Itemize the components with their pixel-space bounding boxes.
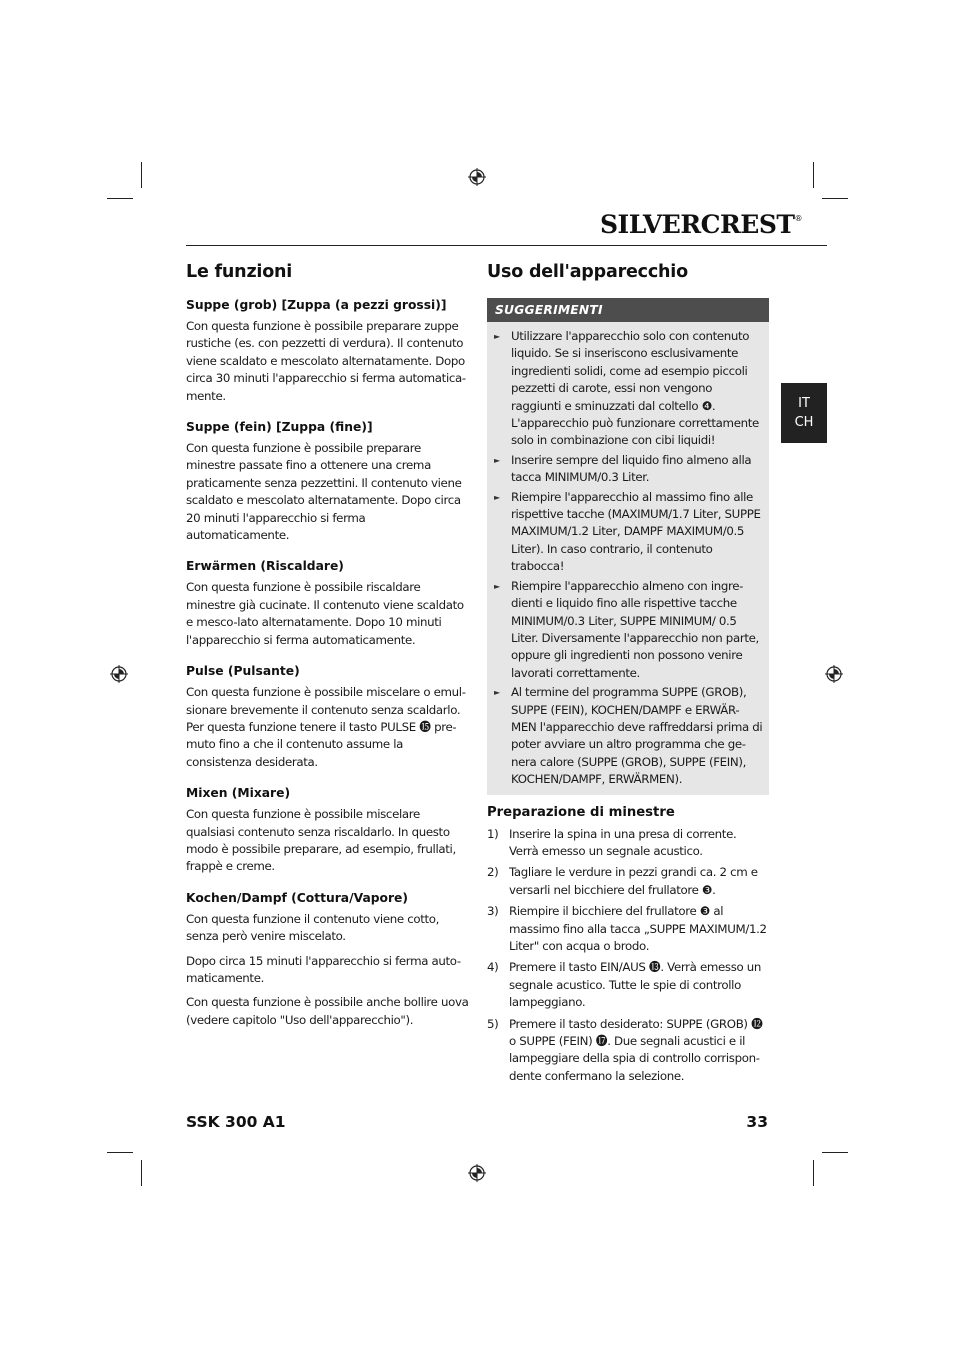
crop-mark — [107, 198, 133, 199]
header-rule — [186, 245, 827, 246]
step-number: 2) — [487, 865, 499, 880]
registration-mark-icon — [825, 665, 843, 683]
brand-logo — [600, 210, 802, 239]
bullet-arrow-icon: ► — [494, 455, 500, 465]
crop-mark — [822, 198, 848, 199]
tip-text: Al termine del programma SUPPE (GROB), SUPPE (FEIN), KOCHEN/DAMPF e ERWÄR-MEN l'apparecchio deve raffreddarsi prima di poter avviare un altro programma che ge-nera calore (SUPPE (GROB), SUPPE (FEIN), KOCHEN/DAMPF, ERWÄRMEN). — [511, 685, 763, 787]
tip-item — [494, 328, 763, 450]
registration-mark-icon — [468, 168, 486, 186]
function-section — [186, 298, 470, 405]
function-title: Erwärmen (Riscaldare) — [186, 559, 344, 574]
step-text: Riempire il bicchiere del frullatore ❸ al massimo fino alla tacca „SUPPE MAXIMUM/1.2 Liter" con acqua o brodo. — [509, 904, 767, 953]
function-description: Con questa funzione è possibile anche bollire uova (vedere capitolo "Uso dell'apparecchio"). — [186, 995, 469, 1027]
step-item — [487, 903, 769, 955]
crop-mark — [141, 1160, 142, 1186]
tip-text: Utilizzare l'apparecchio solo con contenuto liquido. Se si inseriscono esclusivamente ingredienti solidi, come ad esempio piccoli pezzetti di carote, essi non vengono raggiunti e sminuzzati dal coltello ❹. L'apparecchio può funzionare correttamente solo in combinazione con cibi liquidi! — [511, 329, 759, 448]
step-text: Premere il tasto EIN/AUS ⓭. Verrà emesso un segnale acustico. Tutte le spie di controllo lampeggiano. — [509, 960, 762, 1010]
function-title: Kochen/Dampf (Cottura/Vapore) — [186, 890, 409, 905]
page-number: 33 — [746, 1113, 768, 1131]
section-heading-functions: Le funzioni — [186, 262, 293, 282]
function-description: Con questa funzione è possibile preparare minestre passate fino a ottenere una crema praticamente senza pezzettini. Il contenuto viene scaldato e mescolato alternatamente. Dopo circa 20 minuti l'apparecchio si ferma automaticamente. — [186, 441, 462, 543]
function-section — [186, 420, 470, 544]
tip-text: Riempire l'apparecchio almeno con ingre-dienti e liquido fino alle rispettive tacche MINIMUM/0.3 Liter, SUPPE MINIMUM/ 0.5 Liter. Diversamente l'apparecchio non parte, oppure gli ingredienti non possono venire lavorati correttamente. — [511, 578, 759, 680]
bullet-arrow-icon: ► — [494, 492, 500, 502]
function-description: Con questa funzione è possibile riscaldare minestre già cucinate. Il contenuto viene scaldato e mesco-lato alternatamente. Dopo 10 minuti l'apparecchio si ferma automaticamente. — [186, 580, 464, 647]
function-description: Dopo circa 15 minuti l'apparecchio si ferma auto-maticamente. — [186, 953, 461, 985]
crop-mark — [822, 1152, 848, 1153]
function-title: Pulse (Pulsante) — [186, 664, 300, 679]
language-tab — [781, 383, 827, 443]
right-column — [487, 262, 769, 1089]
step-number: 4) — [487, 960, 499, 975]
registration-mark-icon — [110, 665, 128, 683]
step-text: Inserire la spina in una presa di corrente. Verrà emesso un segnale acustico. — [509, 826, 737, 858]
function-section — [186, 559, 470, 649]
language-code: CH — [794, 415, 814, 430]
step-item — [487, 1016, 769, 1086]
tips-box — [487, 298, 769, 795]
section-heading-usage: Uso dell'apparecchio — [487, 262, 688, 282]
tip-item — [494, 452, 763, 487]
tip-text: Riempire l'apparecchio al massimo fino alle rispettive tacche (MAXIMUM/1.7 Liter, SUPPE MAXIMUM/1.2 Liter, DAMPF MAXIMUM/0.5 Liter). In caso contrario, il contenuto trabocca! — [511, 489, 761, 574]
step-text: Premere il tasto desiderato: SUPPE (GROB) ⓬ o SUPPE (FEIN) ⓱. Due segnali acustici e il lampeggiare della spia di controllo corrispon-dente confermano la selezione. — [509, 1016, 763, 1083]
brand-registered-mark: ® — [794, 214, 802, 223]
crop-mark — [813, 1160, 814, 1186]
step-item — [487, 864, 769, 899]
tips-heading: SUGGERIMENTI — [487, 298, 769, 322]
brand-name: SILVERCREST — [600, 210, 795, 239]
crop-mark — [141, 162, 142, 188]
function-title: Suppe (grob) [Zuppa (a pezzi grossi)] — [186, 298, 447, 312]
left-column — [186, 262, 470, 1044]
bullet-arrow-icon: ► — [494, 581, 500, 591]
crop-mark — [107, 1152, 133, 1153]
tip-item — [494, 684, 763, 788]
language-code: IT — [798, 396, 810, 411]
function-description: Con questa funzione è possibile preparare zuppe rustiche (es. con pezzetti di verdura). Il contenuto viene scaldato e mescolato alternatamente. Dopo circa 30 minuti l'apparecchio si ferma automatica-mente. — [186, 319, 466, 403]
prep-heading: Preparazione di minestre — [487, 804, 675, 820]
function-section — [186, 664, 470, 771]
tip-text: Inserire sempre del liquido fino almeno alla tacca MINIMUM/0.3 Liter. — [511, 452, 752, 485]
step-number: 1) — [487, 826, 499, 841]
step-item — [487, 826, 769, 861]
step-text: Tagliare le verdure in pezzi grandi ca. 2 cm e versarli nel bicchiere del frullatore ❸. — [509, 865, 758, 897]
function-section — [186, 786, 470, 876]
step-number: 3) — [487, 904, 499, 919]
function-section — [186, 891, 470, 1029]
step-item — [487, 959, 769, 1011]
steps-list — [487, 826, 769, 1086]
registration-mark-icon — [468, 1164, 486, 1182]
footer-model: SSK 300 A1 — [186, 1113, 286, 1131]
tips-list — [487, 322, 769, 789]
function-title: Suppe (fein) [Zuppa (fine)] — [186, 420, 373, 435]
tip-item — [494, 489, 763, 576]
crop-mark — [813, 162, 814, 188]
step-number: 5) — [487, 1016, 499, 1031]
bullet-arrow-icon: ► — [494, 332, 500, 341]
function-description: Con questa funzione è possibile miscelare o emul-sionare brevemente il contenuto senza scaldarlo. Per questa funzione tenere il tasto PULSE ⓯ pre-muto fino a che il contenuto assume la consistenza desiderata. — [186, 685, 466, 769]
function-sections — [186, 298, 470, 1029]
tip-item — [494, 578, 763, 682]
bullet-arrow-icon: ► — [494, 688, 500, 698]
function-description: Con questa funzione il contenuto viene cotto, senza però venire miscelato. — [186, 911, 440, 944]
function-title: Mixen (Mixare) — [186, 786, 291, 801]
function-description: Con questa funzione è possibile miscelare qualsiasi contenuto senza riscaldarlo. In questo modo è possibile preparare, ad esempio, frullati, frappè e creme. — [186, 807, 456, 874]
